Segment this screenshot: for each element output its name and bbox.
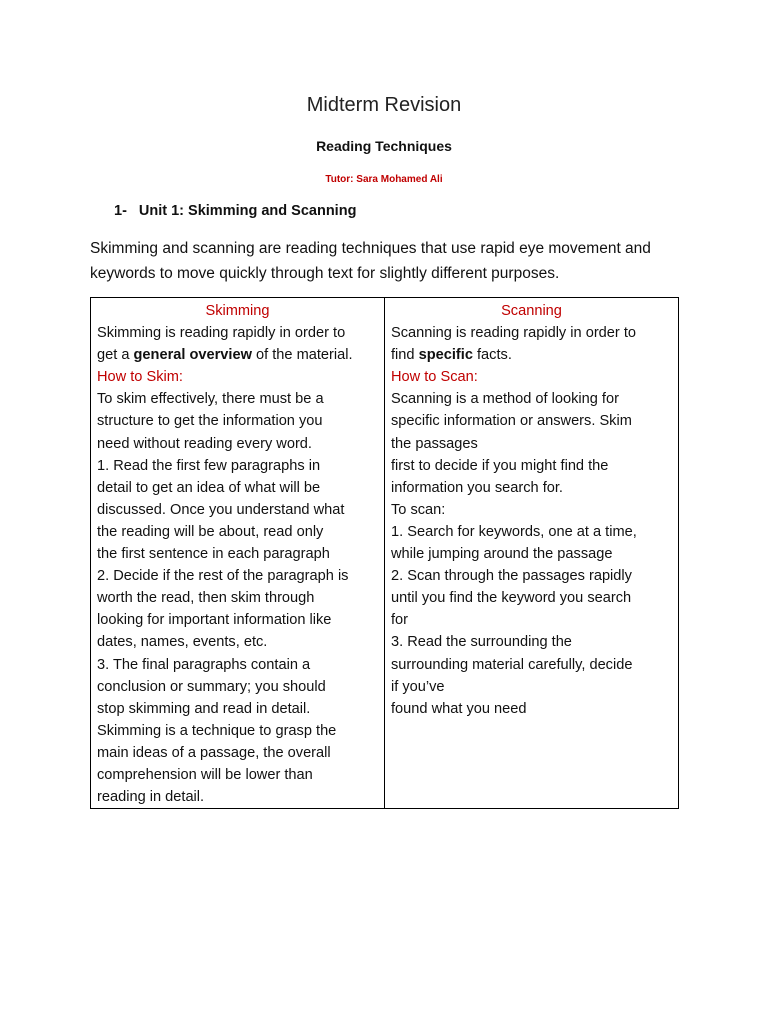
skimming-definition (97, 344, 378, 366)
body-line: specific information or answers. Skim (391, 413, 632, 430)
body-line: surrounding material carefully, decide (391, 656, 633, 673)
body-line: 2. Decide if the rest of the paragraph is (97, 568, 349, 585)
tutor-credit: Tutor: Sara Mohamed Ali (325, 174, 443, 185)
body-line: Scanning is a method of looking for (391, 391, 619, 408)
body-line: if you’ve (391, 678, 445, 695)
skimming-column (91, 298, 385, 809)
scanning-body (391, 388, 672, 719)
body-line: 3. The final paragraphs contain a (97, 656, 311, 673)
scanning-definition (391, 344, 672, 366)
definition-emphasis: general overview (133, 347, 252, 364)
body-line: dates, names, events, etc. (97, 634, 268, 651)
body-line: 1. Search for keywords, one at a time, (391, 523, 637, 540)
intro-paragraph (90, 236, 690, 286)
body-line: worth the read, then skim through (97, 590, 315, 607)
body-line: information you search for. (391, 479, 563, 496)
body-line: 2. Scan through the passages rapidly (391, 568, 632, 585)
body-line: stop skimming and read in detail. (97, 700, 311, 717)
scanning-heading: Scanning (501, 303, 562, 319)
how-to-scan-label: How to Scan: (391, 369, 478, 386)
page-title: Midterm Revision (306, 94, 462, 116)
skimming-heading: Skimming (205, 303, 270, 319)
body-line: structure to get the information you (97, 413, 323, 430)
body-line: comprehension will be lower than (97, 766, 313, 783)
body-line: 1. Read the first few paragraphs in (97, 457, 321, 474)
body-line: To scan: (391, 501, 446, 518)
body-line: Skimming is a technique to grasp the (97, 722, 337, 739)
body-line: conclusion or summary; you should (97, 678, 326, 695)
definition-text: get a (97, 347, 134, 364)
body-line: discussed. Once you understand what (97, 501, 345, 518)
body-line: found what you need (391, 700, 527, 717)
skimming-definition-line: Skimming is reading rapidly in order to (97, 325, 346, 342)
body-line: for (391, 612, 409, 629)
unit-title: Unit 1: Skimming and Scanning (138, 203, 357, 219)
scanning-definition-line: Scanning is reading rapidly in order to (391, 325, 636, 342)
definition-text: of the material. (251, 347, 353, 364)
how-to-skim-label: How to Skim: (97, 369, 183, 386)
comparison-table (90, 297, 679, 809)
unit-heading (114, 203, 356, 219)
scanning-column (385, 298, 679, 809)
body-line: detail to get an idea of what will be (97, 479, 321, 496)
page-subtitle: Reading Techniques (316, 138, 452, 154)
body-line: while jumping around the passage (391, 546, 613, 563)
table-row (91, 298, 679, 809)
body-line: first to decide if you might find the (391, 457, 609, 474)
body-line: looking for important information like (97, 612, 332, 629)
body-line: 3. Read the surrounding the (391, 634, 572, 651)
body-line: main ideas of a passage, the overall (97, 744, 331, 761)
body-line: the reading will be about, read only (97, 523, 324, 540)
skimming-body (97, 388, 378, 808)
body-line: the passages (391, 435, 478, 452)
body-line: need without reading every word. (97, 435, 312, 452)
body-line: To skim effectively, there must be a (97, 391, 324, 408)
definition-text: facts. (472, 347, 512, 364)
definition-emphasis: specific (418, 347, 473, 364)
body-line: until you find the keyword you search (391, 590, 632, 607)
body-line: the first sentence in each paragraph (97, 546, 330, 563)
intro-line: Skimming and scanning are reading techniques that use rapid eye movement and (90, 240, 651, 257)
body-line: reading in detail. (97, 789, 205, 806)
definition-text: find (391, 347, 419, 364)
unit-number: 1- (114, 203, 127, 219)
intro-line: keywords to move quickly through text for slightly different purposes. (90, 265, 560, 282)
